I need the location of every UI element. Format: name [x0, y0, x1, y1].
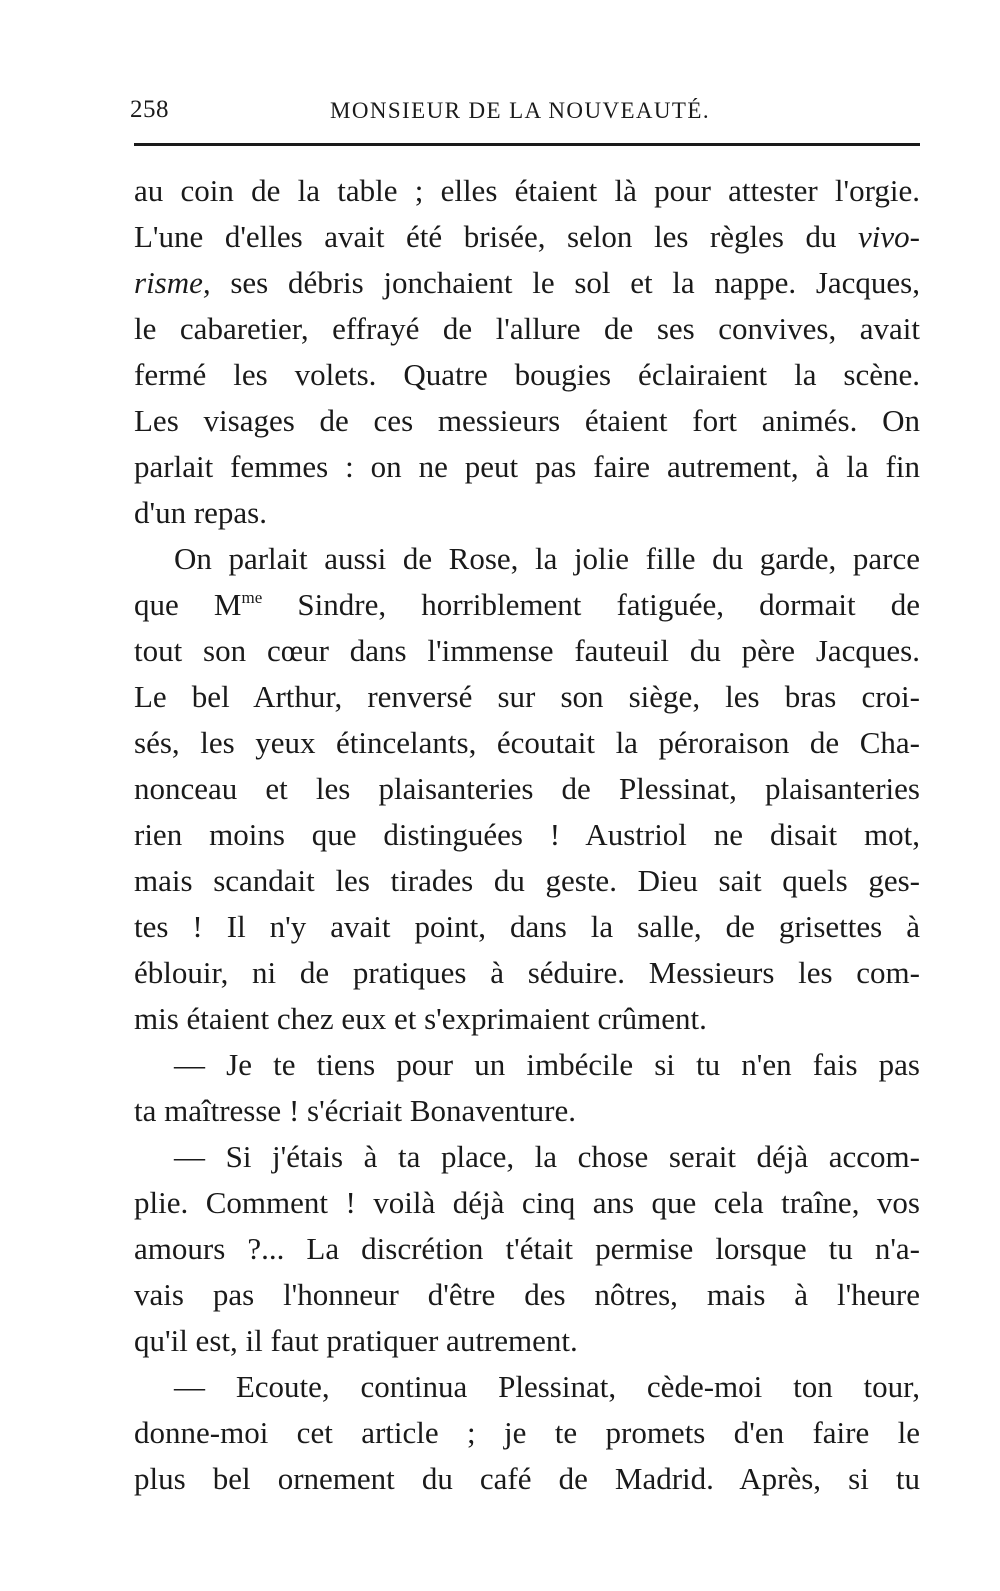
text-line: mais scandait les tirades du geste. Dieu sait quels ges-	[134, 863, 920, 898]
text-line: Le bel Arthur, renversé sur son siège, les bras croi-	[134, 679, 920, 714]
page-header	[130, 96, 922, 136]
running-title: MONSIEUR DE LA NOUVEAUTÉ.	[330, 98, 710, 123]
text-line: qu'il est, il faut pratiquer autrement.	[134, 1323, 578, 1358]
text-line: amours ?... La discrétion t'était permise lorsque tu n'a-	[134, 1231, 920, 1266]
text-line: — Si j'étais à ta place, la chose serait déjà accom-	[174, 1139, 920, 1174]
text-line: donne-moi cet article ; je te promets d'en faire le	[134, 1415, 920, 1450]
text-line: plus bel ornement du café de Madrid. Après, si tu	[134, 1461, 920, 1496]
header-rule	[134, 143, 920, 146]
text-line: éblouir, ni de pratiques à séduire. Messieurs les com-	[134, 955, 920, 990]
text-line: le cabaretier, effrayé de l'allure de ses convives, avait	[134, 311, 920, 346]
superscript: me	[241, 588, 263, 607]
text-line: ta maîtresse ! s'écriait Bonaventure.	[134, 1093, 576, 1128]
text-line: — Ecoute, continua Plessinat, cède-moi ton tour,	[174, 1369, 920, 1404]
text-line: parlait femmes : on ne peut pas faire autrement, à la fin	[134, 449, 920, 484]
italic-word: vivo-	[858, 219, 921, 254]
text-line	[134, 214, 920, 260]
page-number: 258	[130, 96, 169, 123]
text-line	[134, 582, 920, 628]
text-line: d'un repas.	[134, 495, 267, 530]
body-text	[134, 168, 920, 1502]
text-fragment: Sindre, horriblement fatiguée, dormait de	[262, 587, 920, 622]
text-fragment: L'une d'elles avait été brisée, selon les règles du	[134, 219, 837, 254]
text-line: plie. Comment ! voilà déjà cinq ans que cela traîne, vos	[134, 1185, 920, 1220]
italic-word: risme,	[134, 265, 211, 300]
text-line: nonceau et les plaisanteries de Plessinat, plaisanteries	[134, 771, 920, 806]
text-line: tes ! Il n'y avait point, dans la salle, de grisettes à	[134, 909, 920, 944]
text-fragment: ses débris jonchaient le sol et la nappe. Jacques,	[210, 265, 920, 300]
text-line	[134, 260, 920, 306]
text-line: au coin de la table ; elles étaient là pour attester l'orgie.	[134, 173, 920, 208]
text-line: fermé les volets. Quatre bougies éclairaient la scène.	[134, 357, 920, 392]
text-line: rien moins que distinguées ! Austriol ne disait mot,	[134, 817, 920, 852]
text-line: mis étaient chez eux et s'exprimaient crûment.	[134, 1001, 707, 1036]
text-line: — Je te tiens pour un imbécile si tu n'en fais pas	[174, 1047, 920, 1082]
text-line: Les visages de ces messieurs étaient fort animés. On	[134, 403, 920, 438]
text-line: sés, les yeux étincelants, écoutait la péroraison de Cha-	[134, 725, 920, 760]
text-line: tout son cœur dans l'immense fauteuil du père Jacques.	[134, 633, 920, 668]
text-fragment: que M	[134, 587, 242, 622]
text-line: vais pas l'honneur d'être des nôtres, mais à l'heure	[134, 1277, 920, 1312]
text-line: On parlait aussi de Rose, la jolie fille du garde, parce	[174, 541, 920, 576]
